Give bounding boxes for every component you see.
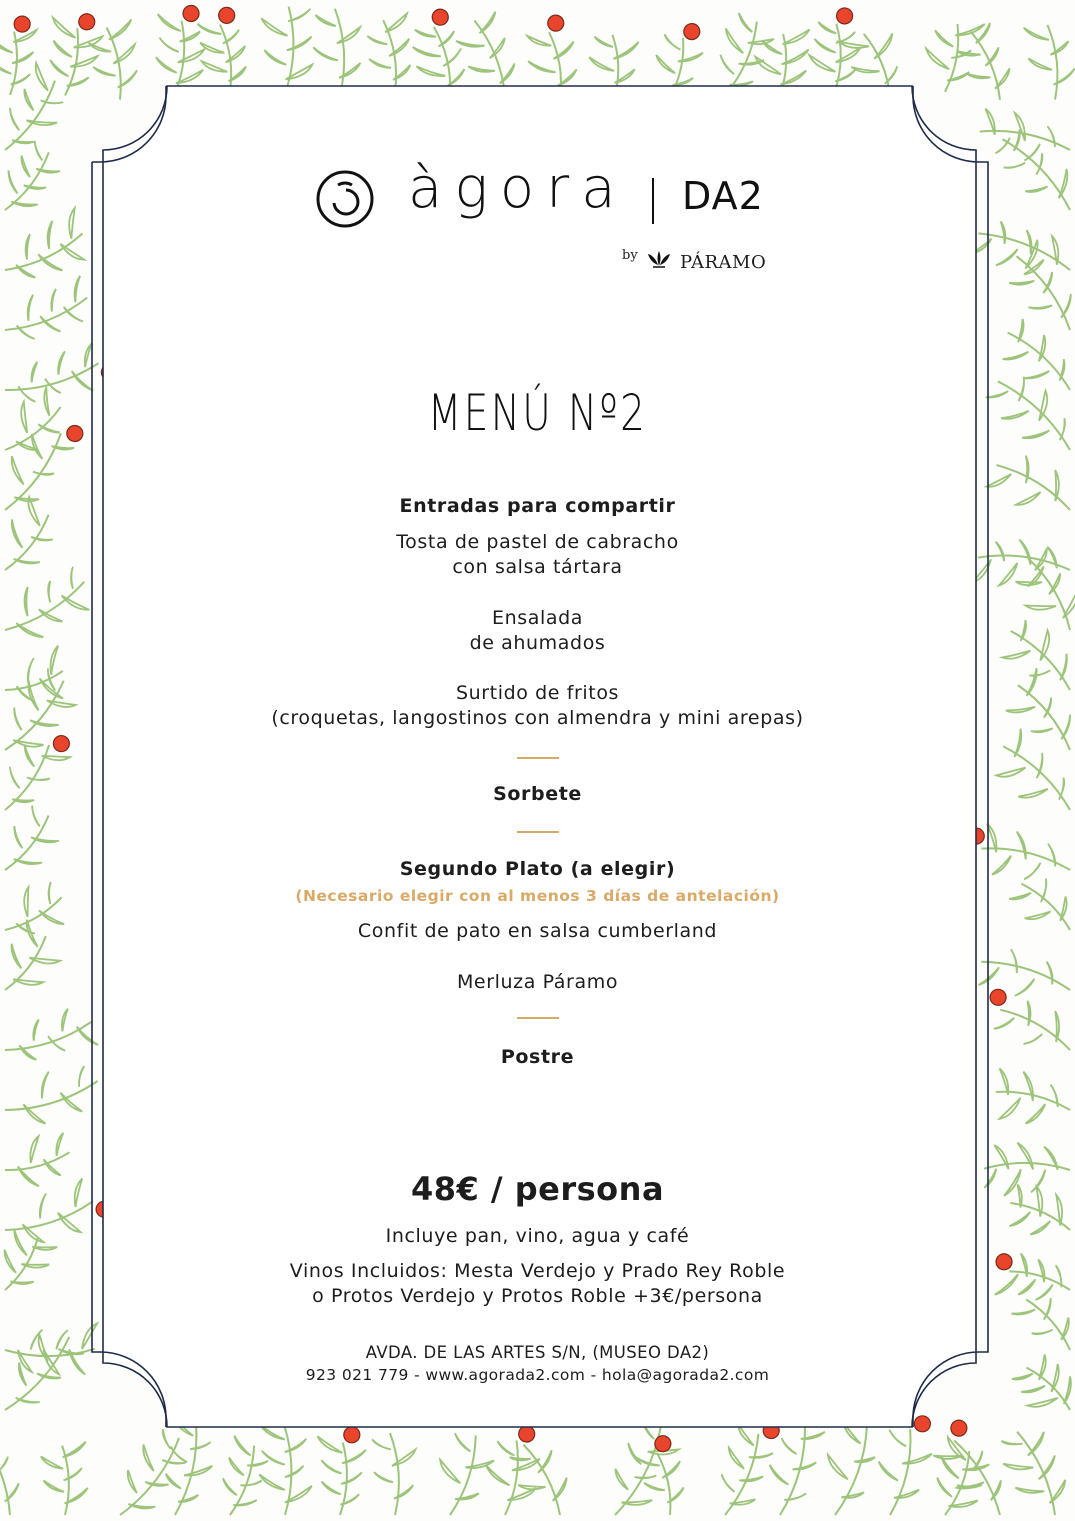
main-option-2: Merluza Páramo: [456, 971, 619, 993]
starter-2-line-2: de ahumados: [469, 632, 606, 654]
starter-3-line-1: Surtido de fritos: [455, 682, 620, 704]
starter-3-line-2: (croquetas, langostinos con almendra y mini arepas): [271, 707, 804, 729]
partner-name: PÁRAMO: [680, 252, 767, 273]
section-divider: [517, 1017, 559, 1019]
starter-2-line-1: Ensalada: [491, 607, 583, 629]
fleur-icon: [646, 248, 672, 270]
contact-details: 923 021 779 - www.agorada2.com - hola@agorada2.com: [305, 1366, 770, 1384]
includes-text: Incluye pan, vino, agua y café: [385, 1225, 690, 1247]
section-divider: [517, 757, 559, 759]
main-course-note: (Necesario elegir con al menos 3 días de antelación): [295, 887, 780, 905]
brand-logo: [316, 156, 776, 284]
starter-1-line-2: con salsa tártara: [452, 556, 623, 578]
menu-price: 48€ / persona: [410, 1170, 665, 1208]
dessert-heading: Postre: [500, 1046, 575, 1068]
main-course-heading: Segundo Plato (a elegir): [399, 858, 676, 880]
sorbet-heading: Sorbete: [493, 783, 582, 805]
by-label: by: [622, 248, 638, 263]
brand-name: àgora: [408, 156, 628, 221]
address: AVDA. DE LAS ARTES S/N, (MUSEO DA2): [365, 1343, 710, 1362]
wines-line-2: o Protos Verdejo y Protos Roble +3€/persona: [312, 1285, 763, 1307]
partner-byline: [622, 244, 772, 274]
brand-suffix: DA2: [682, 174, 764, 218]
menu-title: MENÚ Nº2: [427, 384, 648, 442]
wines-line-1: Vinos Incluidos: Mesta Verdejo y Prado Rey Roble: [289, 1260, 786, 1282]
starter-1-line-1: Tosta de pastel de cabracho: [396, 531, 679, 553]
brand-divider: [652, 178, 654, 224]
brand-ring-icon: [316, 170, 374, 228]
starters-heading: Entradas para compartir: [399, 495, 676, 517]
section-divider: [517, 831, 559, 833]
main-option-1: Confit de pato en salsa cumberland: [357, 920, 718, 942]
